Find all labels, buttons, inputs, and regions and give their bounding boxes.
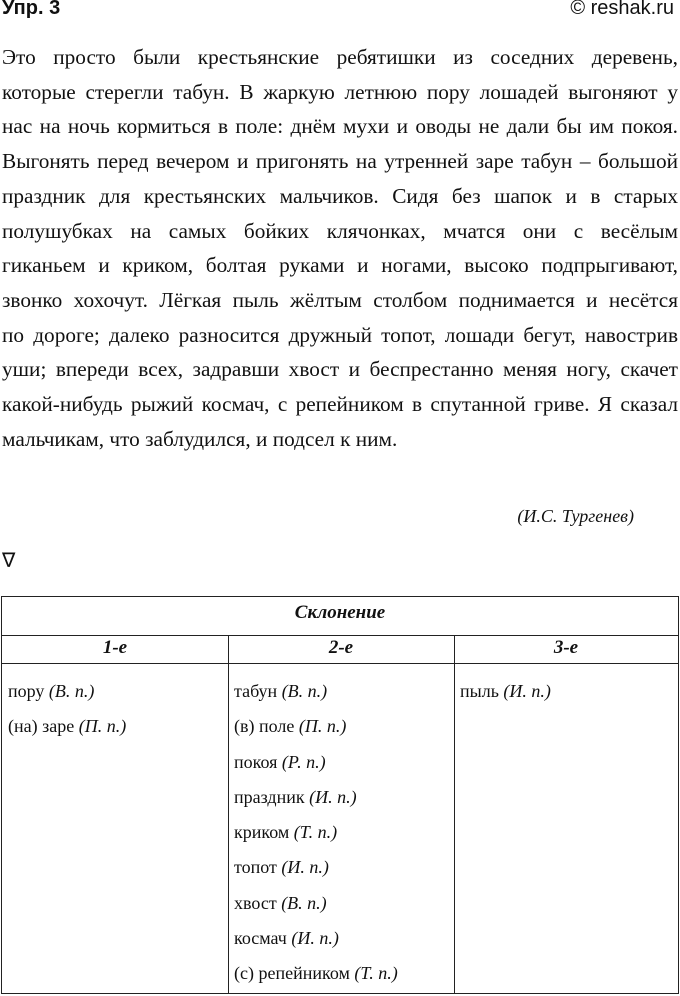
column-1-items <box>2 664 228 993</box>
word: топот <box>234 857 277 878</box>
list-item <box>8 674 228 709</box>
list-item <box>234 921 454 956</box>
table-title: Склонение <box>2 597 678 636</box>
exercise-text <box>2 40 678 456</box>
text-line: Выгонять перед вечером и пригонять на утренней заре табун – большой <box>2 149 678 174</box>
column-header-2: 2-е <box>228 635 454 664</box>
case-label: (Т. п.) <box>293 822 338 843</box>
word: (с) репейником <box>234 963 350 984</box>
text-line: звонко хохочут. Лёгкая пыль жёлтым столбом поднимается и несётся <box>2 287 678 312</box>
list-item <box>234 956 454 991</box>
case-label: (П. п.) <box>78 716 127 737</box>
text-paragraph <box>2 40 678 456</box>
word: праздник <box>234 786 305 807</box>
column-2-items <box>228 664 454 993</box>
case-label: (И. п.) <box>281 857 329 878</box>
word: хвост <box>234 892 277 913</box>
case-label: (П. п.) <box>298 716 347 737</box>
list-item <box>8 709 228 744</box>
list-item <box>234 850 454 885</box>
text-line: гиканьем и криком, болтая руками и ногами, высоко подпрыгивают, <box>2 253 678 278</box>
word: (в) поле <box>234 716 295 737</box>
text-line: полушубках на самых бойких клячонках, мчатся они с весёлым <box>2 218 678 243</box>
source-label: © reshak.ru <box>570 0 674 19</box>
case-label: (Т. п.) <box>354 963 398 984</box>
author-attribution: (И.С. Тургенев) <box>517 506 634 526</box>
word: (на) заре <box>8 716 75 737</box>
text-line: Это просто были крестьянские ребятишки из соседних деревень, <box>2 45 678 69</box>
page-header <box>0 0 680 26</box>
text-line: которые стерегли табун. В жаркую летнюю пору лошадей выгоняют у <box>2 79 678 104</box>
word: космач <box>234 928 287 949</box>
list-item <box>460 674 678 709</box>
list-item <box>234 886 454 921</box>
case-label: (И. п.) <box>291 928 339 949</box>
list-item <box>234 674 454 709</box>
case-label: (И. п.) <box>309 786 357 807</box>
word: пыль <box>460 681 499 701</box>
word: криком <box>234 822 290 843</box>
word: пору <box>8 681 45 701</box>
list-item <box>234 780 454 815</box>
text-line: уши; впереди всех, задравши хвост и беспрестанно меняя ногу, скачет <box>2 357 678 382</box>
column-header-1: 1-е <box>2 635 228 664</box>
column-header-3: 3-е <box>454 635 678 664</box>
text-line: мальчикам, что заблудился, и подсел к ним. <box>2 426 398 451</box>
text-line: какой-нибудь рыжий космач, с репейником в спутанной гриве. Я сказал <box>2 392 678 417</box>
list-item <box>234 709 454 744</box>
case-label: (И. п.) <box>503 681 551 701</box>
text-line: праздник для крестьянских мальчиков. Сидя без шапок и в старых <box>2 183 678 208</box>
list-item <box>234 815 454 850</box>
word: покоя <box>234 751 278 772</box>
exercise-title: Упр. 3 <box>2 0 61 19</box>
case-label: (В. п.) <box>281 892 327 913</box>
column-3-items <box>454 664 678 993</box>
text-line: нас на ночь кормиться в поле: днём мухи и оводы не дали бы им покоя. <box>2 114 678 139</box>
case-label: (В. п.) <box>281 681 328 701</box>
case-label: (В. п.) <box>48 681 95 701</box>
list-item <box>234 745 454 780</box>
declension-table <box>1 596 679 994</box>
word: табун <box>234 681 278 701</box>
triangle-marker-icon: ∇ <box>2 548 16 572</box>
case-label: (Р. п.) <box>281 751 326 772</box>
text-line: по дороге; далеко разносится дружный топот, лошади бегут, навострив <box>2 322 678 347</box>
